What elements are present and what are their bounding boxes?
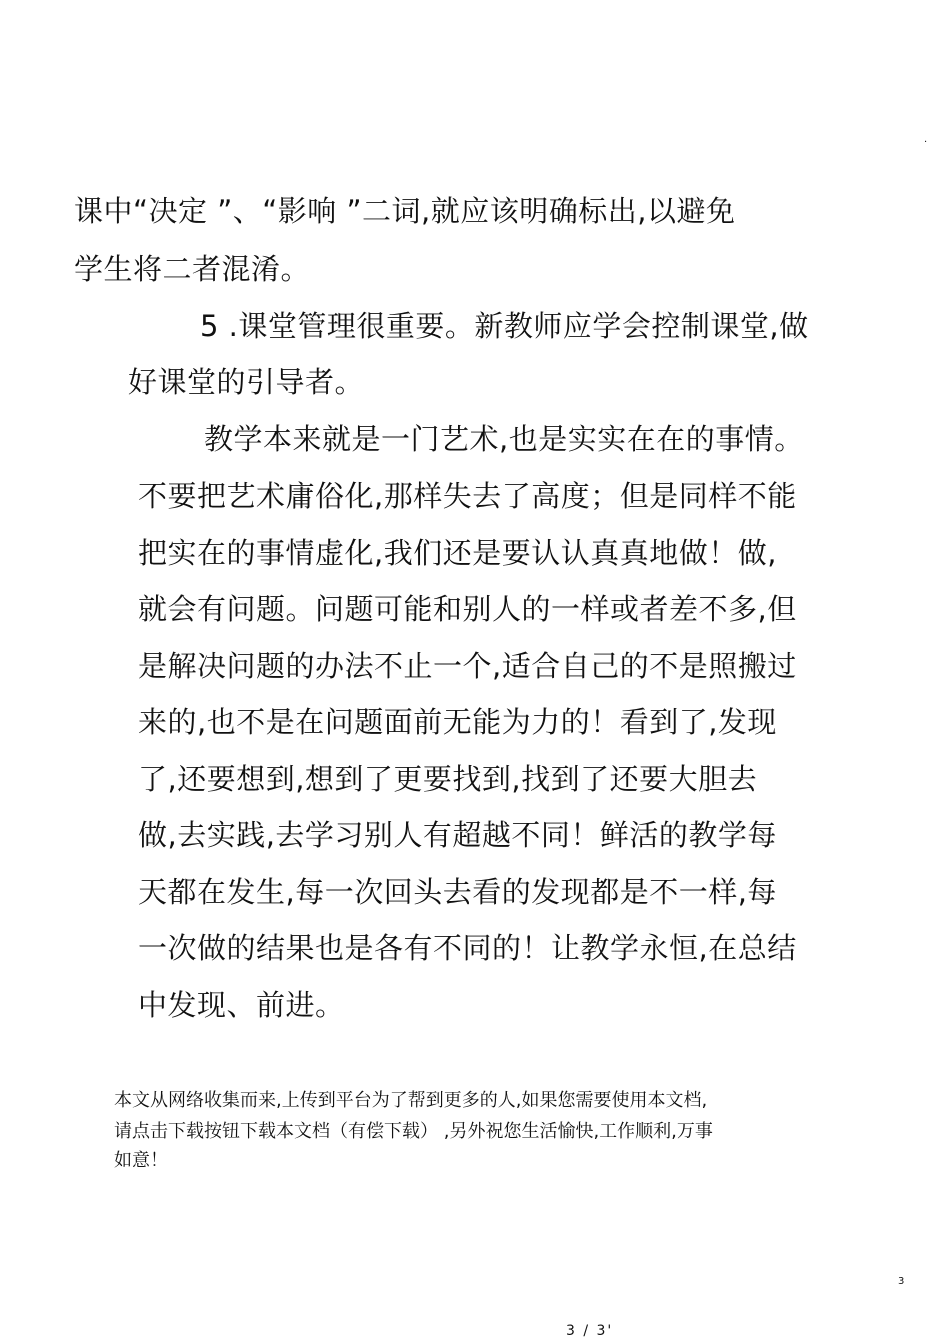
body-line-4: 就会有问题。问题可能和别人的一样或者差不多,但 <box>138 592 797 626</box>
body-line-10: 一次做的结果也是各有不同的！让教学永恒,在总结 <box>138 931 797 965</box>
body-line-11: 中发现、前进。 <box>138 988 345 1022</box>
margin-page-number: 3 <box>898 1276 905 1287</box>
footer-line-2: 请点击下载按钮下载本文档（有偿下载） ,另外祝您生活愉快,工作顺利,万事 <box>114 1121 713 1142</box>
item5-line-1: 5 .课堂管理很重要。新教师应学会控制课堂,做 <box>200 309 809 343</box>
footer-line-3: 如意！ <box>114 1150 168 1171</box>
intro-line-2: 学生将二者混淆。 <box>74 252 311 286</box>
body-line-7: 了,还要想到,想到了更要找到,找到了还要大胆去 <box>138 762 758 796</box>
body-line-6: 来的,也不是在问题面前无能为力的！看到了,发现 <box>138 705 777 739</box>
body-line-1: 教学本来就是一门艺术,也是实实在在的事情。 <box>204 422 804 456</box>
item5-line-2: 好课堂的引导者。 <box>128 365 365 399</box>
page-indicator: 3 / 3' <box>566 1323 614 1339</box>
intro-line-1: 课中“决定 ”、“影响 ”二词,就应该明确标出,以避免 <box>74 194 736 228</box>
body-line-2: 不要把艺术庸俗化,那样失去了高度；但是同样不能 <box>138 479 797 513</box>
body-line-8: 做,去实践,去学习别人有超越不同！鲜活的教学每 <box>138 818 777 852</box>
body-line-9: 天都在发生,每一次回头去看的发现都是不一样,每 <box>138 875 777 909</box>
footer-line-1: 本文从网络收集而来,上传到平台为了帮到更多的人,如果您需要使用本文档, <box>114 1090 708 1111</box>
body-line-5: 是解决问题的办法不止一个,适合自己的不是照搬过 <box>138 649 797 683</box>
corner-mark: . <box>924 134 928 145</box>
body-line-3: 把实在的事情虚化,我们还是要认认真真地做！做, <box>138 536 777 570</box>
